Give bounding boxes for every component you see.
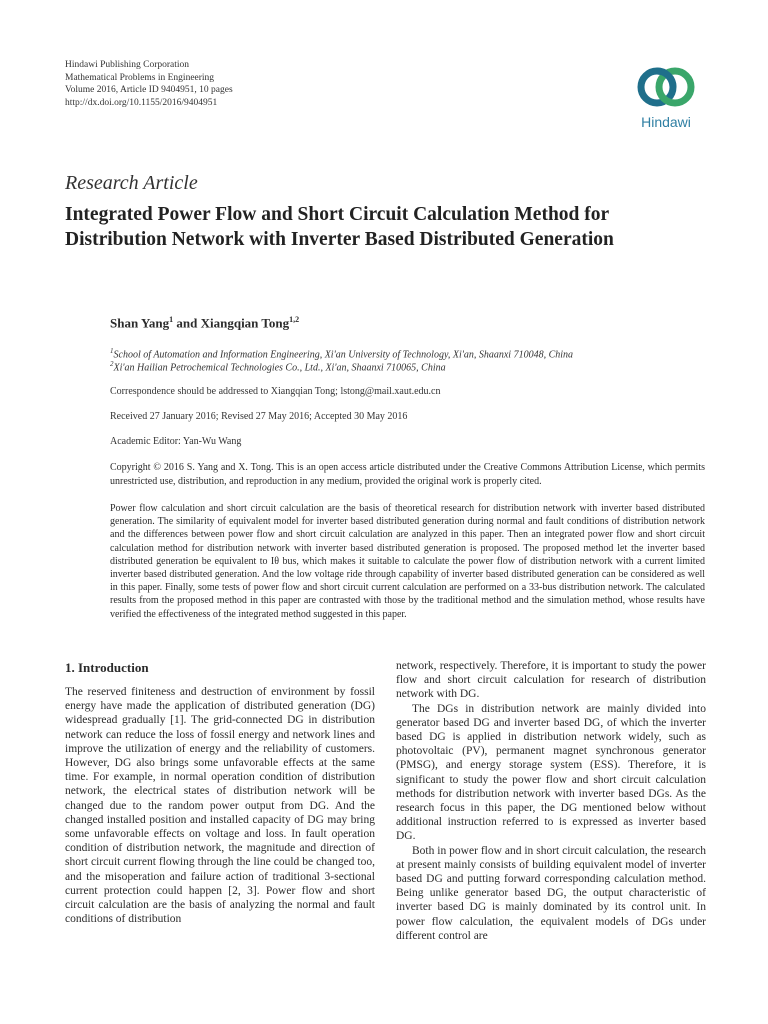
correspondence: Correspondence should be addressed to Xiangqian Tong; lstong@mail.xaut.edu.cn [110,386,441,397]
affiliation [110,360,446,373]
copyright-notice: Copyright © 2016 S. Yang and X. Tong. This is an open access article distributed under the Creative Commons Attribution License, which permits unrestricted use, distribution, and reproduction in any medium, provided the original work is properly cited. [110,462,705,487]
publisher-name: Hindawi Publishing Corporation [65,60,190,70]
section-heading: 1. Introduction [65,660,149,675]
hindawi-logo [628,62,704,142]
affiliation-mark: 1 [110,347,114,355]
affiliation-mark: 2 [110,360,114,368]
author-name: Shan Yang [110,315,170,331]
received-dates: Received 27 January 2016; Revised 27 May 2016; Accepted 30 May 2016 [110,411,408,422]
affiliation-text: School of Automation and Information Engineering, Xi'an University of Technology, Xi'an, Shaanxi 710048, China [113,349,574,361]
author-joiner: and [173,315,201,331]
affiliation-text: Xi'an Hailian Petrochemical Technologies Co., Ltd., Xi'an, Shaanxi 710065, China [113,362,446,374]
abstract: Power flow calculation and short circuit calculation are the basis of theoretical research for distribution network with inverter based distributed generation. The similarity of equivalent model for inverter based distributed generation during normal and fault conditions of distribution network and the differences between power flow and short circuit calculation are analyzed in this paper. Then an integrated power flow and short circuit calculation method for distribution network with inverter based distributed generation is proposed. The proposed method let the inverter based distributed generation be equivalent to Iθ bus, which makes it suitable to calculate the power flow of distribution network with a current limited inverter based distributed generation. And the low voltage ride through capability of inverter based distributed generation can be considered as well in this paper. Finally, some tests of power flow and short circuit current calculation are performed on a 33-bus distribution network. The calculated results from the proposed method in this paper are contrasted with those by the traditional method and the simulation method, whose results have verified the effectiveness of the integrated method suggested in this paper. [110,503,705,620]
author-name: Xiangqian Tong [200,315,290,331]
author-affiliation-mark: 1,2 [289,315,300,324]
article-title: Integrated Power Flow and Short Circuit Calculation Method for Distribution Network with Inverter Based Distributed Generation [65,204,614,250]
doi-link[interactable]: http://dx.doi.org/10.1155/2016/9404951 [65,97,218,108]
body-paragraph: The reserved finiteness and destruction of environment by fossil energy have made the application of distributed generation (DG) widespread gradually [1]. The grid-connected DG in distribution network can reduce the loss of fossil energy and network lines and improve the utilization of energy and the reliability of customers. However, DG also brings some unfavorable effects at the same time. For example, in normal operation condition of distribution network, the electrical states of distribution network will be changed due to the random power output from DG. And the changed installed position and installed capacity of DG may bring some unfavorable effects on voltage and loss. In fault operation condition of distribution network, the magnitude and direction of short circuit current flowing through the line could be changed too, and the misoperation and failure action of traditional 3-sectional current protection could happen [2, 3]. Power flow and short circuit calculation are the basis of analyzing the normal and fault conditions of distribution [65,686,375,926]
body-paragraph: Both in power flow and in short circuit calculation, the research at present mainly consists of building equivalent model of inverter based DG and putting forward corresponding calculation method. Being unlike generator based DG, the output characteristic of inverter based DG is mainly dominated by its control unit. In power flow calculation, the equivalent models of DGs under different control are [396,844,706,942]
volume-info: Volume 2016, Article ID 9404951, 10 pages [65,85,233,95]
journal-header [65,59,233,109]
academic-editor: Academic Editor: Yan-Wu Wang [110,436,242,447]
article-type: Research Article [65,172,198,194]
body-column-left [65,685,375,926]
affiliation [110,347,573,360]
body-paragraph: network, respectively. Therefore, it is important to study the power flow and short circuit calculation for research of distribution network with DG. [396,660,706,701]
hindawi-logo-text: Hindawi [641,114,691,130]
body-column-right [396,659,706,943]
author-list [110,315,299,331]
hindawi-logo-icon [628,62,704,112]
author-affiliation-mark: 1 [169,315,174,324]
journal-name: Mathematical Problems in Engineering [65,72,215,83]
body-paragraph: The DGs in distribution network are mainly divided into generator based DG and inverter based DG, of which the inverter based DG is applied in distribution network widely, such as photovoltaic (PV), permanent magnet synchronous generator (PMSG), and energy storage system (ESS). Therefore, it is significant to study the power flow and short circuit calculation methods for distribution network with inverter based DGs. As the research focus in this paper, the DG mentioned below without additional instruction referred to is expressed as inverter based DG. [396,702,706,843]
